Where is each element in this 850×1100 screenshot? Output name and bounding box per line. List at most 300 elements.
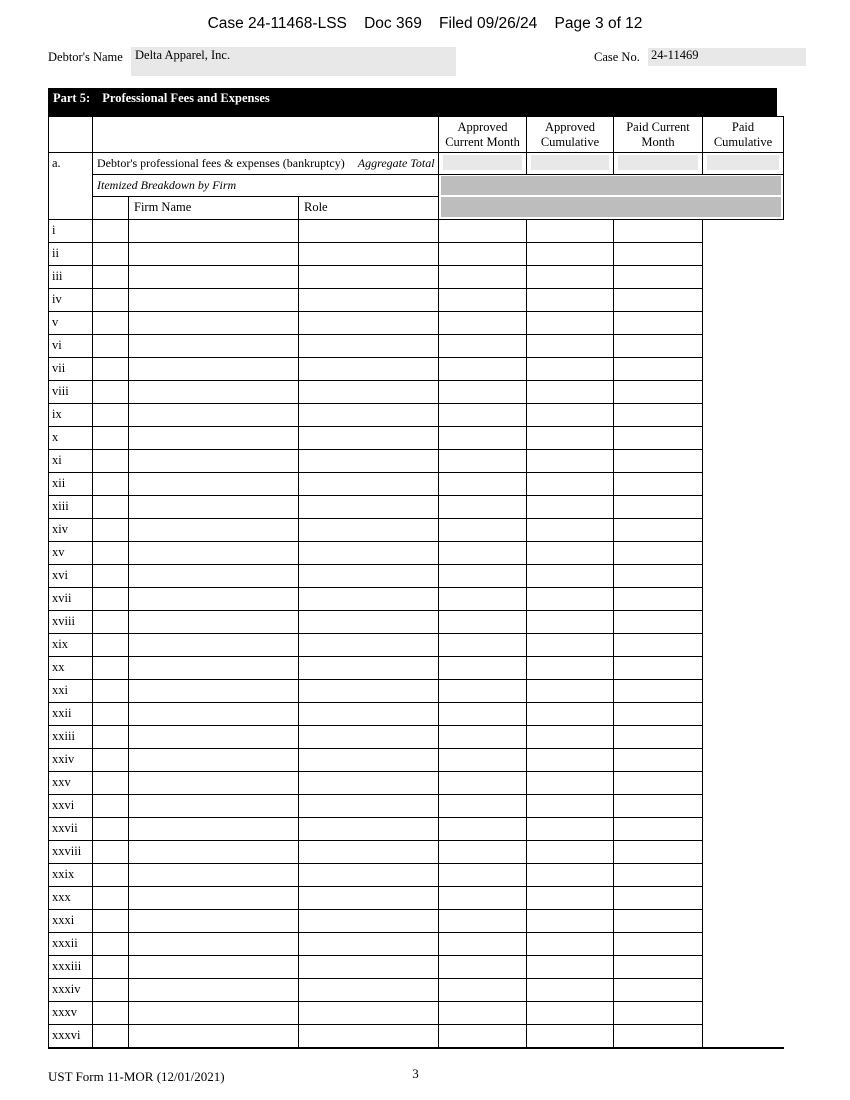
paid-current-month-cell[interactable] <box>527 933 614 956</box>
row-numeral: xxix <box>49 864 93 887</box>
blocked-field-shading <box>441 176 781 195</box>
paid-cumulative-cell[interactable] <box>614 358 703 381</box>
paid-current-month-cell[interactable] <box>527 496 614 519</box>
approved-current-month-cell[interactable] <box>299 519 439 542</box>
approved-cumulative-cell[interactable] <box>439 473 527 496</box>
role-cell[interactable] <box>129 381 299 404</box>
col-header-line: Paid Current <box>626 119 690 134</box>
firm-name-cell[interactable] <box>93 473 129 496</box>
firm-row-xxvi <box>49 795 784 818</box>
approved-current-month-cell[interactable] <box>299 887 439 910</box>
firm-name-cell[interactable] <box>93 703 129 726</box>
approved-current-month-cell[interactable] <box>299 841 439 864</box>
approved-current-month-cell[interactable] <box>299 450 439 473</box>
paid-current-month-cell[interactable] <box>527 611 614 634</box>
row-numeral: iv <box>49 289 93 312</box>
firm-name-cell[interactable] <box>93 542 129 565</box>
case-number-value: 24-11469 <box>651 48 699 62</box>
paid-current-month-cell[interactable] <box>527 956 614 979</box>
role-cell[interactable] <box>129 818 299 841</box>
paid-cumulative-cell[interactable] <box>614 266 703 289</box>
paid-cumulative-cell[interactable] <box>614 1025 703 1048</box>
paid-current-month-cell[interactable] <box>527 473 614 496</box>
approved-current-month-cell[interactable] <box>299 634 439 657</box>
role-cell[interactable] <box>129 312 299 335</box>
approved-current-month-cell[interactable] <box>299 795 439 818</box>
firm-name-cell[interactable] <box>93 289 129 312</box>
paid-current-month-cell[interactable] <box>527 1025 614 1048</box>
case-caption-header: Case 24-11468-LSS Doc 369 Filed 09/26/24 Page 3 of 12 <box>207 15 643 32</box>
firm-name-cell[interactable] <box>93 795 129 818</box>
firm-name-cell[interactable] <box>93 220 129 243</box>
role-cell[interactable] <box>129 887 299 910</box>
approved-cumulative-cell[interactable] <box>439 611 527 634</box>
firm-name-col-header: Firm Name <box>129 197 299 220</box>
paid-cumulative-aggregate-cell[interactable] <box>703 153 784 175</box>
paid-current-month-cell[interactable] <box>527 519 614 542</box>
role-cell[interactable] <box>129 220 299 243</box>
approved-cumulative-cell[interactable] <box>439 956 527 979</box>
paid-cumulative-cell[interactable] <box>614 795 703 818</box>
firm-row-xxxiv <box>49 979 784 1002</box>
firm-name-cell[interactable] <box>93 243 129 266</box>
approved-current-month-cell[interactable] <box>299 818 439 841</box>
approved-current-month-cell[interactable] <box>299 910 439 933</box>
firm-name-cell[interactable] <box>93 519 129 542</box>
paid-current-month-cell[interactable] <box>527 588 614 611</box>
firm-name-cell[interactable] <box>93 1025 129 1048</box>
approved-current-month-cell[interactable] <box>299 289 439 312</box>
firm-row-iii <box>49 266 784 289</box>
approved-current-month-cell[interactable] <box>299 749 439 772</box>
paid-cumulative-cell[interactable] <box>614 542 703 565</box>
paid-cumulative-cell[interactable] <box>614 519 703 542</box>
approved-cumulative-cell[interactable] <box>439 450 527 473</box>
col-header-paid-current-month <box>614 117 703 153</box>
row-numeral: x <box>49 427 93 450</box>
paid-current-month-cell[interactable] <box>527 680 614 703</box>
firm-name-cell[interactable] <box>93 611 129 634</box>
row-numeral: xxvii <box>49 818 93 841</box>
approved-current-month-cell[interactable] <box>299 772 439 795</box>
approved-current-month-cell[interactable] <box>299 933 439 956</box>
firm-row-viii <box>49 381 784 404</box>
row-numeral: xxi <box>49 680 93 703</box>
firm-row-v <box>49 312 784 335</box>
column-header-row <box>49 117 784 153</box>
paid-current-month-cell[interactable] <box>527 726 614 749</box>
firm-row-iv <box>49 289 784 312</box>
role-cell[interactable] <box>129 266 299 289</box>
role-cell[interactable] <box>129 749 299 772</box>
firm-name-cell[interactable] <box>93 1002 129 1025</box>
firm-row-xxii <box>49 703 784 726</box>
role-cell[interactable] <box>129 427 299 450</box>
firm-row-vii <box>49 358 784 381</box>
role-cell[interactable] <box>129 979 299 1002</box>
firm-row-xxi <box>49 680 784 703</box>
approved-current-month-cell[interactable] <box>299 404 439 427</box>
approved-current-month-cell[interactable] <box>299 243 439 266</box>
approved-cumulative-cell[interactable] <box>439 979 527 1002</box>
row-numeral: xii <box>49 473 93 496</box>
paid-current-month-cell[interactable] <box>527 312 614 335</box>
row-numeral: xvii <box>49 588 93 611</box>
paid-current-month-cell[interactable] <box>527 657 614 680</box>
firm-name-cell[interactable] <box>93 887 129 910</box>
firm-name-cell[interactable] <box>93 726 129 749</box>
firm-name-cell[interactable] <box>93 680 129 703</box>
firm-name-cell[interactable] <box>93 404 129 427</box>
role-cell[interactable] <box>129 1025 299 1048</box>
approved-current-month-cell[interactable] <box>299 542 439 565</box>
firm-name-cell[interactable] <box>93 496 129 519</box>
firm-name-cell[interactable] <box>93 910 129 933</box>
input-field-shading <box>531 155 609 170</box>
role-cell[interactable] <box>129 611 299 634</box>
row-numeral: xxvi <box>49 795 93 818</box>
approved-current-month-cell[interactable] <box>299 358 439 381</box>
firm-name-cell[interactable] <box>93 634 129 657</box>
approved-cumulative-cell[interactable] <box>439 657 527 680</box>
paid-cumulative-cell[interactable] <box>614 496 703 519</box>
paid-current-month-cell[interactable] <box>527 749 614 772</box>
paid-cumulative-cell[interactable] <box>614 565 703 588</box>
row-numeral: xiii <box>49 496 93 519</box>
firm-row-xx <box>49 657 784 680</box>
part5-section-header <box>48 88 777 116</box>
role-cell[interactable] <box>129 956 299 979</box>
paid-current-month-cell[interactable] <box>527 335 614 358</box>
paid-cumulative-cell[interactable] <box>614 404 703 427</box>
role-cell[interactable] <box>129 726 299 749</box>
paid-current-month-cell[interactable] <box>527 404 614 427</box>
approved-cumulative-cell[interactable] <box>439 243 527 266</box>
paid-cumulative-cell[interactable] <box>614 634 703 657</box>
firm-name-cell[interactable] <box>93 450 129 473</box>
paid-current-month-cell[interactable] <box>527 979 614 1002</box>
role-cell[interactable] <box>129 450 299 473</box>
approved-current-month-cell[interactable] <box>299 864 439 887</box>
approved-current-month-cell[interactable] <box>299 680 439 703</box>
firm-row-xi <box>49 450 784 473</box>
approved-current-month-cell[interactable] <box>299 588 439 611</box>
approved-cumulative-cell[interactable] <box>439 381 527 404</box>
firm-name-cell[interactable] <box>93 588 129 611</box>
input-field-shading <box>707 155 779 170</box>
row-numeral: vii <box>49 358 93 381</box>
paid-cumulative-cell[interactable] <box>614 703 703 726</box>
firm-row-xix <box>49 634 784 657</box>
paid-cumulative-cell[interactable] <box>614 910 703 933</box>
approved-cumulative-cell[interactable] <box>439 1002 527 1025</box>
part5-title: Professional Fees and Expenses <box>102 91 270 105</box>
role-cell[interactable] <box>129 772 299 795</box>
paid-cumulative-cell[interactable] <box>614 588 703 611</box>
role-cell[interactable] <box>129 841 299 864</box>
approved-current-month-cell[interactable] <box>299 266 439 289</box>
role-cell[interactable] <box>129 542 299 565</box>
approved-cumulative-cell[interactable] <box>439 634 527 657</box>
firm-row-xiv <box>49 519 784 542</box>
row-numeral: xxxv <box>49 1002 93 1025</box>
paid-cumulative-cell[interactable] <box>614 841 703 864</box>
firm-name-cell[interactable] <box>93 381 129 404</box>
role-cell[interactable] <box>129 588 299 611</box>
paid-current-month-cell[interactable] <box>527 1002 614 1025</box>
paid-current-month-cell[interactable] <box>527 427 614 450</box>
approved-current-month-aggregate-cell[interactable] <box>439 153 527 175</box>
paid-current-month-cell[interactable] <box>527 841 614 864</box>
paid-current-month-cell[interactable] <box>527 634 614 657</box>
approved-cumulative-cell[interactable] <box>439 933 527 956</box>
paid-cumulative-cell[interactable] <box>614 979 703 1002</box>
approved-cumulative-cell[interactable] <box>439 519 527 542</box>
paid-current-month-cell[interactable] <box>527 266 614 289</box>
row-numeral: xxiv <box>49 749 93 772</box>
row-numeral: xxxii <box>49 933 93 956</box>
row-numeral: xix <box>49 634 93 657</box>
paid-cumulative-cell[interactable] <box>614 887 703 910</box>
approved-cumulative-cell[interactable] <box>439 703 527 726</box>
firm-name-cell[interactable] <box>93 266 129 289</box>
header-left-spacer-cell <box>49 117 93 153</box>
row-numeral: xi <box>49 450 93 473</box>
row-a-description-cell <box>93 153 439 175</box>
approved-cumulative-cell[interactable] <box>439 726 527 749</box>
paid-cumulative-cell[interactable] <box>614 289 703 312</box>
approved-cumulative-cell[interactable] <box>439 266 527 289</box>
case-number-label: Case No. <box>594 50 640 64</box>
role-cell[interactable] <box>129 910 299 933</box>
firm-row-ix <box>49 404 784 427</box>
paid-current-month-cell[interactable] <box>527 358 614 381</box>
role-cell[interactable] <box>129 565 299 588</box>
firm-row-xxxii <box>49 933 784 956</box>
paid-current-month-cell[interactable] <box>527 450 614 473</box>
firm-row-xxxi <box>49 910 784 933</box>
approved-current-month-cell[interactable] <box>299 335 439 358</box>
approved-cumulative-cell[interactable] <box>439 910 527 933</box>
approved-cumulative-cell[interactable] <box>439 496 527 519</box>
debtor-name-field[interactable] <box>131 47 456 76</box>
row-numeral: xxxiv <box>49 979 93 1002</box>
paid-cumulative-cell[interactable] <box>614 657 703 680</box>
row-numeral: xxxiii <box>49 956 93 979</box>
blocked-field-shading <box>441 197 781 217</box>
approved-cumulative-cell[interactable] <box>439 335 527 358</box>
paid-current-month-cell[interactable] <box>527 243 614 266</box>
approved-cumulative-cell[interactable] <box>439 749 527 772</box>
paid-current-month-cell[interactable] <box>527 864 614 887</box>
paid-cumulative-cell[interactable] <box>614 381 703 404</box>
col-header-line: Month <box>641 134 675 149</box>
row-numeral: xxiii <box>49 726 93 749</box>
row-numeral: xxv <box>49 772 93 795</box>
itemized-breakdown-row <box>49 175 784 197</box>
row-numeral: v <box>49 312 93 335</box>
approved-cumulative-cell[interactable] <box>439 588 527 611</box>
firm-name-cell[interactable] <box>93 841 129 864</box>
paid-current-month-cell[interactable] <box>527 565 614 588</box>
approved-current-month-cell[interactable] <box>299 703 439 726</box>
role-cell[interactable] <box>129 473 299 496</box>
role-cell[interactable] <box>129 634 299 657</box>
role-cell[interactable] <box>129 519 299 542</box>
approved-cumulative-cell[interactable] <box>439 818 527 841</box>
firm-row-xxxvi <box>49 1025 784 1048</box>
firm-name-cell[interactable] <box>93 749 129 772</box>
approved-cumulative-cell[interactable] <box>439 887 527 910</box>
approved-current-month-cell[interactable] <box>299 1025 439 1048</box>
approved-cumulative-cell[interactable] <box>439 795 527 818</box>
row-numeral: xxxvi <box>49 1025 93 1048</box>
paid-cumulative-cell[interactable] <box>614 427 703 450</box>
role-cell[interactable] <box>129 335 299 358</box>
approved-cumulative-cell[interactable] <box>439 289 527 312</box>
row-numeral: xxxi <box>49 910 93 933</box>
role-cell[interactable] <box>129 864 299 887</box>
firm-row-xviii <box>49 611 784 634</box>
paid-cumulative-cell[interactable] <box>614 220 703 243</box>
firm-name-cell[interactable] <box>93 818 129 841</box>
paid-current-month-cell[interactable] <box>527 220 614 243</box>
firm-name-cell[interactable] <box>93 657 129 680</box>
firm-name-cell[interactable] <box>93 956 129 979</box>
col-header-line: Approved <box>457 119 508 134</box>
approved-cumulative-cell[interactable] <box>439 1025 527 1048</box>
role-cell[interactable] <box>129 404 299 427</box>
role-cell[interactable] <box>129 703 299 726</box>
case-number-field[interactable] <box>648 48 806 66</box>
firm-name-cell[interactable] <box>93 933 129 956</box>
approved-current-month-cell[interactable] <box>299 956 439 979</box>
approved-cumulative-cell[interactable] <box>439 220 527 243</box>
firm-row-xv <box>49 542 784 565</box>
firm-row-xxviii <box>49 841 784 864</box>
paid-current-month-cell[interactable] <box>527 772 614 795</box>
approved-cumulative-cell[interactable] <box>439 542 527 565</box>
paid-cumulative-cell[interactable] <box>614 864 703 887</box>
approved-cumulative-cell[interactable] <box>439 772 527 795</box>
role-cell[interactable] <box>129 1002 299 1025</box>
approved-cumulative-cell[interactable] <box>439 680 527 703</box>
firm-name-cell[interactable] <box>93 864 129 887</box>
approved-current-month-cell[interactable] <box>299 611 439 634</box>
paid-cumulative-cell[interactable] <box>614 312 703 335</box>
paid-cumulative-cell[interactable] <box>614 450 703 473</box>
col-header-line: Cumulative <box>540 134 600 149</box>
row-a-index-cell: a. <box>49 153 93 220</box>
approved-current-month-cell[interactable] <box>299 473 439 496</box>
row-numeral: i <box>49 220 93 243</box>
paid-cumulative-cell[interactable] <box>614 726 703 749</box>
firm-row-vi <box>49 335 784 358</box>
input-field-shading <box>443 155 522 170</box>
paid-current-month-aggregate-cell[interactable] <box>614 153 703 175</box>
role-cell[interactable] <box>129 289 299 312</box>
paid-cumulative-cell[interactable] <box>614 956 703 979</box>
approved-cumulative-cell[interactable] <box>439 841 527 864</box>
approved-cumulative-cell[interactable] <box>439 404 527 427</box>
firm-row-x <box>49 427 784 450</box>
input-field-shading <box>618 155 698 170</box>
paid-current-month-cell[interactable] <box>527 703 614 726</box>
col-header-line: Approved <box>545 119 596 134</box>
role-cell[interactable] <box>129 795 299 818</box>
approved-current-month-cell[interactable] <box>299 427 439 450</box>
approved-cumulative-cell[interactable] <box>439 565 527 588</box>
firm-row-xxxv <box>49 1002 784 1025</box>
role-cell[interactable] <box>129 358 299 381</box>
firm-name-cell[interactable] <box>93 979 129 1002</box>
approved-cumulative-cell[interactable] <box>439 427 527 450</box>
paid-current-month-cell[interactable] <box>527 381 614 404</box>
paid-cumulative-cell[interactable] <box>614 680 703 703</box>
approved-current-month-cell[interactable] <box>299 565 439 588</box>
col-header-line: Cumulative <box>713 134 773 149</box>
approved-current-month-cell[interactable] <box>299 381 439 404</box>
col-header-approved-cumulative <box>527 117 614 153</box>
approved-current-month-cell[interactable] <box>299 1002 439 1025</box>
paid-cumulative-cell[interactable] <box>614 818 703 841</box>
approved-current-month-cell[interactable] <box>299 312 439 335</box>
paid-cumulative-cell[interactable] <box>614 933 703 956</box>
paid-cumulative-cell[interactable] <box>614 749 703 772</box>
role-cell[interactable] <box>129 657 299 680</box>
paid-cumulative-cell[interactable] <box>614 1002 703 1025</box>
approved-cumulative-cell[interactable] <box>439 312 527 335</box>
paid-cumulative-cell[interactable] <box>614 611 703 634</box>
professional-fees-table <box>48 116 784 1049</box>
firm-name-cell[interactable] <box>93 427 129 450</box>
debtor-name-value: Delta Apparel, Inc. <box>135 48 231 62</box>
firm-row-xxiv <box>49 749 784 772</box>
approved-cumulative-cell[interactable] <box>439 358 527 381</box>
role-cell[interactable] <box>129 243 299 266</box>
firm-row-xvi <box>49 565 784 588</box>
firm-name-cell[interactable] <box>93 335 129 358</box>
paid-current-month-cell[interactable] <box>527 542 614 565</box>
row-numeral: xvi <box>49 565 93 588</box>
firm-name-cell[interactable] <box>93 358 129 381</box>
row-numeral: xiv <box>49 519 93 542</box>
role-cell[interactable] <box>129 496 299 519</box>
paid-current-month-cell[interactable] <box>527 289 614 312</box>
approved-cumulative-aggregate-cell[interactable] <box>527 153 614 175</box>
paid-cumulative-cell[interactable] <box>614 243 703 266</box>
firm-name-cell[interactable] <box>93 312 129 335</box>
paid-cumulative-cell[interactable] <box>614 772 703 795</box>
paid-current-month-cell[interactable] <box>527 887 614 910</box>
firm-name-cell[interactable] <box>93 565 129 588</box>
approved-current-month-cell[interactable] <box>299 726 439 749</box>
approved-current-month-cell[interactable] <box>299 979 439 1002</box>
paid-current-month-cell[interactable] <box>527 818 614 841</box>
role-cell[interactable] <box>129 933 299 956</box>
approved-current-month-cell[interactable] <box>299 220 439 243</box>
paid-current-month-cell[interactable] <box>527 910 614 933</box>
firm-name-cell[interactable] <box>93 772 129 795</box>
paid-current-month-cell[interactable] <box>527 795 614 818</box>
approved-current-month-cell[interactable] <box>299 496 439 519</box>
approved-cumulative-cell[interactable] <box>439 864 527 887</box>
role-cell[interactable] <box>129 680 299 703</box>
paid-cumulative-cell[interactable] <box>614 473 703 496</box>
form-identifier: UST Form 11-MOR (12/01/2021) <box>48 1069 225 1084</box>
paid-cumulative-cell[interactable] <box>614 335 703 358</box>
approved-current-month-cell[interactable] <box>299 657 439 680</box>
